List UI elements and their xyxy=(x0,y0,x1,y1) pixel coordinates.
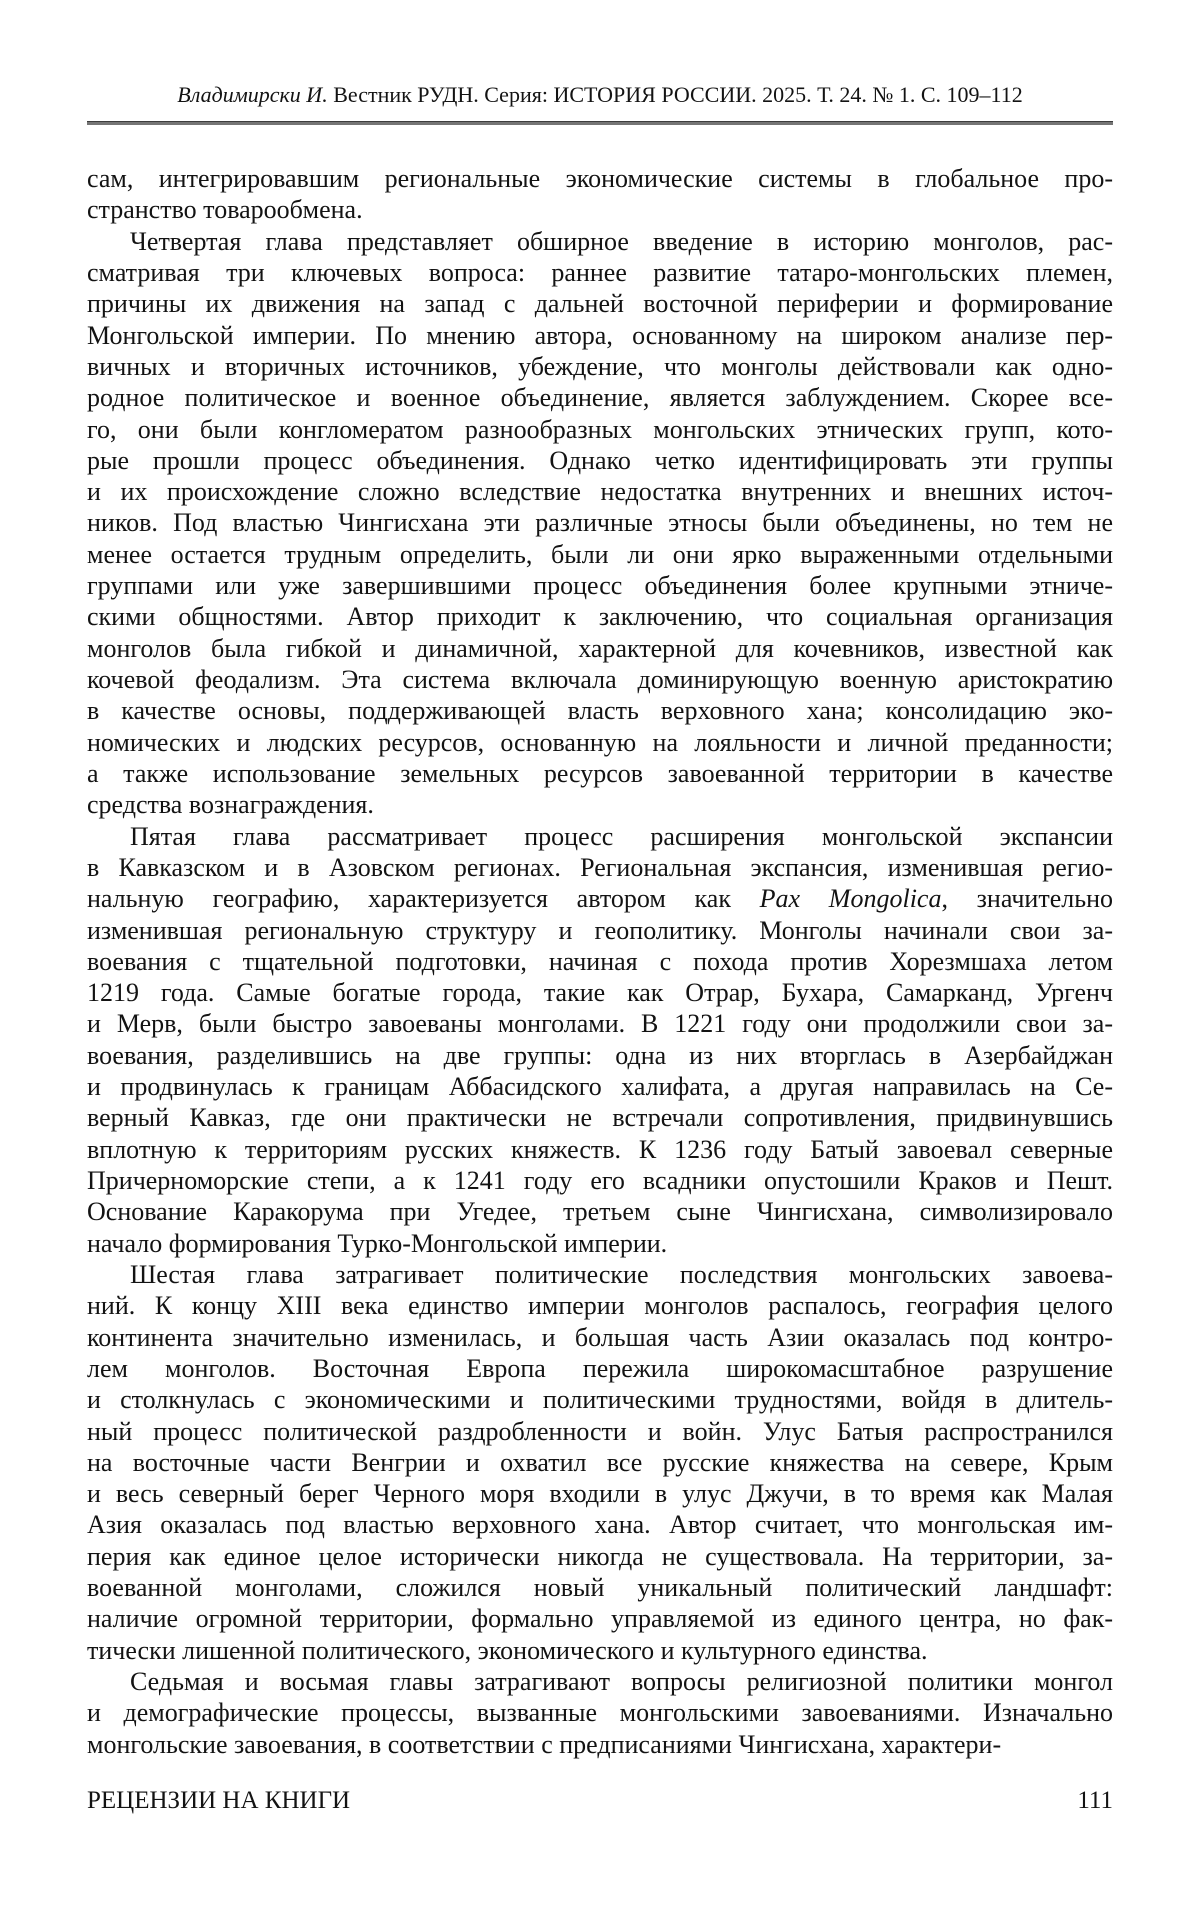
text-line: Седьмая и восьмая главы затрагивают вопросы религиозной политики монгол xyxy=(130,1667,1113,1696)
text-line: и Мерв, были быстро завоеваны монголами. В 1221 году они продолжили свои за- xyxy=(87,1009,1113,1039)
text-line: лем монголов. Восточная Европа пережила широкомасштабное разрушение xyxy=(87,1353,1113,1383)
text-line: на восточные части Венгрии и охватил все русские княжества на севере, Крым xyxy=(87,1447,1113,1477)
text-line: воевания с тщательной подготовки, начиная с похода против Хорезмшаха летом xyxy=(87,946,1113,976)
text-line: рые прошли процесс объединения. Однако четко идентифицировать эти группы xyxy=(87,445,1113,475)
text-line: и весь северный берег Черного моря входили в улус Джучи, в то время как Малая xyxy=(87,1479,1113,1509)
page-footer xyxy=(87,1786,1113,1815)
text-line: вичных и вторичных источников, убеждение, что монголы действовали как одно- xyxy=(87,351,1113,381)
text-segment: нальную географию, характеризуется автором как xyxy=(87,884,760,914)
header-rule xyxy=(87,121,1113,125)
text-line: верный Кавказ, где они практически не встречали сопротивления, придвинувшись xyxy=(87,1103,1113,1133)
italic-text-segment: Pax Mongolica xyxy=(759,884,942,914)
text-line: воевания, разделившись на две группы: одна из них вторглась в Азербайджан xyxy=(87,1040,1113,1070)
text-line: сматривая три ключевых вопроса: раннее развитие татаро-монгольских племен, xyxy=(87,257,1113,287)
text-line: странство товарообмена. xyxy=(87,195,363,225)
text-line: Пятая глава рассматривает процесс расширения монгольской экспансии xyxy=(130,821,1113,851)
text-line: Шестая глава затрагивает политические последствия монгольских завоева- xyxy=(130,1259,1113,1289)
text-line: номических и людских ресурсов, основанную на лояльности и личной преданности; xyxy=(87,727,1113,757)
text-line: и столкнулась с экономическими и политическими трудностями, войдя в длитель- xyxy=(87,1385,1113,1415)
text-line: вплотную к территориям русских княжеств. К 1236 году Батый завоевал северные xyxy=(87,1134,1113,1164)
text-line: и их происхождение сложно вследствие недостатка внутренних и внешних источ- xyxy=(87,477,1113,507)
text-line: в качестве основы, поддерживающей власть верховного хана; консолидацию эко- xyxy=(87,696,1113,726)
text-line: и продвинулась к границам Аббасидского халифата, а другая направилась на Се- xyxy=(87,1072,1113,1102)
text-line: кочевой феодализм. Эта система включала доминирующую военную аристократию xyxy=(87,665,1113,694)
text-line: го, они были конгломератом разнообразных монгольских этнических групп, кото- xyxy=(87,414,1113,444)
text-line: воеванной монголами, сложился новый уникальный политический ландшафт: xyxy=(87,1573,1113,1603)
text-line: континента значительно изменилась, и большая часть Азии оказалась под контро- xyxy=(87,1322,1113,1352)
text-line: менее остается трудным определить, были ли они ярко выраженными отдельными xyxy=(87,539,1113,569)
text-line: средства вознаграждения. xyxy=(87,790,374,820)
text-line: монголов была гибкой и динамичной, характерной для кочевников, известной как xyxy=(87,633,1113,663)
text-line: группами или уже завершившими процесс объединения более крупными этниче- xyxy=(87,571,1113,601)
text-line: сам, интегрировавшим региональные экономические системы в глобальное про- xyxy=(87,164,1113,193)
text-line: Основание Каракорума при Угедее, третьем сыне Чингисхана, символизировало xyxy=(87,1197,1113,1227)
text-line: 1219 года. Самые богатые города, такие как Отрар, Бухара, Самарканд, Ургенч xyxy=(87,978,1113,1008)
body-text xyxy=(87,163,1113,1760)
text-line: и демографические процессы, вызванные монгольскими завоеваниями. Изначально xyxy=(87,1698,1113,1728)
text-line: Монгольской империи. По мнению автора, основанному на широком анализе пер- xyxy=(87,320,1113,350)
text-line xyxy=(87,883,1113,914)
header-author: Владимирски И. xyxy=(177,82,328,107)
text-line: ний. К концу XIII века единство империи монголов распалось, география целого xyxy=(87,1291,1113,1321)
text-line: ников. Под властью Чингисхана эти различные этносы были объединены, но тем не xyxy=(87,508,1113,538)
text-line: причины их движения на запад с дальней восточной периферии и формирование xyxy=(87,289,1113,319)
text-line: в Кавказском и в Азовском регионах. Региональная экспансия, изменившая регио- xyxy=(87,852,1113,882)
running-header xyxy=(87,82,1113,108)
text-segment: , значительно xyxy=(941,884,1113,914)
text-line: изменившая региональную структуру и геополитику. Монголы начинали свои за- xyxy=(87,915,1113,945)
text-line: ный процесс политической раздробленности и войн. Улус Батыя распространился xyxy=(87,1416,1113,1446)
text-line: а также использование земельных ресурсов завоеванной территории в качестве xyxy=(87,758,1113,788)
text-line: монгольские завоевания, в соответствии с предписаниями Чингисхана, характери- xyxy=(87,1729,1002,1759)
text-line: Четвертая глава представляет обширное введение в историю монголов, рас- xyxy=(130,226,1113,256)
text-line: перия как единое целое исторически никогда не существовала. На территории, за- xyxy=(87,1541,1113,1571)
text-line: наличие огромной территории, формально управляемой из единого центра, но фак- xyxy=(87,1604,1113,1634)
text-line: начало формирования Турко-Монгольской империи. xyxy=(87,1228,668,1258)
header-citation: Вестник РУДН. Серия: ИСТОРИЯ РОССИИ. 2025. Т. 24. № 1. С. 109–112 xyxy=(327,82,1023,107)
footer-section-label: РЕЦЕНЗИИ НА КНИГИ xyxy=(87,1787,351,1814)
text-line: Причерноморские степи, а к 1241 году его всадники опустошили Краков и Пешт. xyxy=(87,1166,1113,1195)
footer-page-number: 111 xyxy=(1077,1787,1113,1814)
text-line: Азия оказалась под властью верховного хана. Автор считает, что монгольская им- xyxy=(87,1510,1113,1540)
text-line: тически лишенной политического, экономического и культурного единства. xyxy=(87,1635,928,1665)
text-line: скими общностями. Автор приходит к заключению, что социальная организация xyxy=(87,602,1113,632)
text-line: родное политическое и военное объединение, является заблуждением. Скорее все- xyxy=(87,383,1113,413)
page-content xyxy=(87,0,1113,1906)
